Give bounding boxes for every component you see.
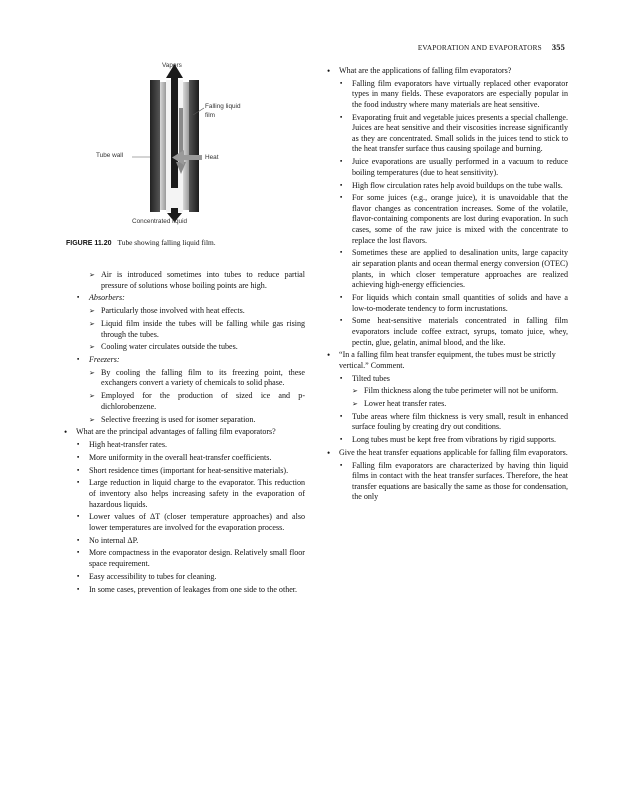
list-item: ▪ Tilted tubes (340, 373, 390, 383)
arrow-marker: ➢ (89, 307, 95, 316)
square-marker: ▪ (340, 249, 343, 257)
square-marker: ▪ (340, 158, 343, 166)
square-marker: ▪ (77, 536, 80, 544)
square-marker: ▪ (340, 181, 343, 189)
square-marker: ▪ (77, 466, 80, 474)
arrow-marker: ➢ (89, 271, 95, 279)
square-marker: ▪ (340, 294, 343, 301)
list-item: ▪ Long tubes must be kept free from vibrations by rigid supports. (340, 435, 557, 445)
label-vapors: Vapors (162, 62, 182, 69)
square-marker: ▪ (77, 441, 80, 448)
list-item: ▪ For liquids which contain small quantities of solids and have a low-to-moderate tendency to form incrustations. (340, 293, 568, 313)
list-item: ▪ Tube areas where film thickness is very small, result in enhanced surface fouling by creating dry out conditions. (340, 411, 568, 432)
list-item: ▪ In some cases, prevention of leakages from one side to the other. (77, 584, 298, 594)
tube-diagram (92, 58, 307, 236)
page-number: 355 (551, 43, 565, 52)
bullet-marker: • (327, 448, 331, 459)
caption-number: FIGURE 11.20 (66, 240, 112, 247)
list-item: ▪ More uniformity in the overall heat-transfer coefficients. (77, 452, 272, 462)
square-marker: ▪ (340, 194, 343, 202)
list-item: ▪ High flow circulation rates help avoid buildups on the tube walls. (340, 180, 563, 190)
bullet-marker: • (327, 66, 331, 76)
list-item: ▪ More compactness in the evaporator design. Relatively small floor space requirement. (77, 548, 305, 569)
bullet-marker: • (64, 427, 68, 438)
tube-wall-right (189, 80, 199, 212)
list-item: ➢ Liquid film inside the tubes will be falling while gas rising through the tubes. (89, 318, 305, 339)
list-item: ▪ No internal ΔP. (77, 535, 139, 545)
list-item: ➢ Particularly those involved with heat effects. (89, 306, 245, 316)
square-marker: ▪ (77, 513, 80, 521)
list-item: ▪ Freezers: (77, 355, 120, 365)
label-heat: Heat (205, 154, 219, 161)
arrow-marker: ➢ (89, 368, 95, 377)
square-marker: ▪ (340, 436, 343, 444)
arrow-marker: ➢ (89, 392, 95, 401)
list-item: ➢ Selective freezing is used for isomer separation. (89, 414, 256, 424)
liquid-film-left (160, 82, 166, 210)
label-concentrated-liquid: Concentrated liquid (132, 218, 188, 225)
tube-wall-left (150, 80, 160, 212)
question: • Give the heat transfer equations applicable for falling film evaporators. (327, 448, 568, 459)
list-item: ➢ By cooling the falling film to its freezing point, these exchangers convert a variety of chemicals to solid phase. (89, 367, 305, 388)
square-marker: ▪ (77, 585, 80, 593)
list-item: ▪ Evaporating fruit and vegetable juices presents a special challenge. Juices are heat sensitive and their viscosities increase significantly as they are concentrated. Small solids in the juices tend to stick to the heat transfer surface thus causing spoilage and burning. (340, 112, 568, 154)
list-item: ➢ Employed for the production of sized ice and p-dichlorobenzene. (89, 391, 305, 411)
question: • “In a falling film heat transfer equipment, the tubes must be strictly vertical.” Comment. (327, 350, 556, 370)
heat-arrow-shaft (182, 155, 202, 160)
square-marker: ▪ (77, 453, 80, 461)
square-marker: ▪ (77, 294, 80, 302)
square-marker: ▪ (340, 461, 343, 469)
question: • What are the applications of falling film evaporators? (327, 66, 512, 76)
list-item: ➢ Cooling water circulates outside the tubes. (89, 342, 238, 352)
list-item: ▪ High heat-transfer rates. (77, 440, 167, 449)
arrow-marker: ➢ (89, 415, 95, 424)
list-item: ▪ For some juices (e.g., orange juice), it is unavoidable that the flavor changes as concentration increases. Some of the volatile, flavor-containing components are lost during evaporation. In such cases, some of the raw juice is mixed with the concentrate to replace the lost flavors. (340, 193, 568, 245)
square-marker: ▪ (77, 356, 80, 364)
list-item: ▪ Falling film evaporators have virtually replaced other evaporator types in many fields. These evaporators are especially popular in the food industry where many materials are heat sensitive. (340, 78, 568, 109)
left-column (63, 270, 305, 597)
vapor-arrow-shaft (171, 76, 178, 188)
running-title: EVAPORATION AND EVAPORATORS (417, 44, 542, 52)
list-item: ▪ Sometimes these are applied to desalination units, large capacity air separation plants and ocean thermal energy conversion (OTEC) plants, in which closer temperature approaches are realized achieving high-energy efficiencies. (340, 248, 568, 290)
square-marker: ▪ (77, 549, 80, 557)
caption-text: Tube showing falling liquid film. (117, 238, 216, 247)
square-marker: ▪ (340, 79, 343, 87)
question: • What are the principal advantages of falling film evaporators? (64, 427, 276, 438)
list-item: ▪ Lower values of ΔT (closer temperature approaches) and also lower temperatures are involved for the evaporation process. (77, 512, 305, 532)
list-item: ▪ Some heat-sensitive materials concentrated in falling film evaporators include coffee extract, syrups, tomato juice, whey, pectin, glue, gelatin, animal blood, and the like. (340, 316, 568, 347)
figure-caption (66, 238, 216, 247)
square-marker: ▪ (340, 374, 343, 382)
square-marker: ▪ (77, 572, 80, 580)
list-item: ▪ Falling film evaporators are characterized by having thin liquid films in contact with the heat transfer surfaces. Therefore, the heat transfer equations are basically the same as those for condensation, the only (340, 460, 568, 502)
arrow-marker: ➢ (89, 319, 95, 328)
square-marker: ▪ (340, 317, 343, 325)
list-item: ▪ Absorbers: (77, 293, 125, 303)
tube-figure (92, 58, 307, 236)
list-item: ➢ Lower heat transfer rates. (352, 399, 447, 409)
list-item: ▪ Short residence times (important for heat-sensitive materials). (77, 465, 289, 475)
right-column (326, 66, 568, 505)
list-item: ➢ Air is introduced sometimes into tubes to reduce partial pressure of solutions whose boiling points are high. (89, 270, 305, 290)
running-header (418, 43, 565, 52)
bullet-marker: • (327, 350, 331, 361)
arrow-marker: ➢ (89, 343, 95, 352)
list-item: ➢ Film thickness along the tube perimeter will not be uniform. (352, 386, 558, 396)
liquid-film-right (183, 82, 189, 210)
list-item: ▪ Large reduction in liquid charge to the evaporator. This reduction of inventory also helps increasing safety in the evaporation of hazardous liquids. (77, 478, 305, 509)
list-item: ▪ Easy accessibility to tubes for cleaning. (77, 571, 217, 581)
square-marker: ▪ (77, 479, 80, 487)
list-item: ▪ Juice evaporations are usually performed in a vacuum to reduce boiling temperatures (due to heat sensitivity). (340, 157, 568, 177)
arrow-marker: ➢ (352, 400, 358, 409)
arrow-marker: ➢ (352, 387, 358, 396)
label-tube-wall: Tube wall (96, 152, 124, 159)
square-marker: ▪ (340, 412, 343, 420)
square-marker: ▪ (340, 113, 343, 121)
label-falling-film: Falling liquid film (205, 103, 241, 119)
